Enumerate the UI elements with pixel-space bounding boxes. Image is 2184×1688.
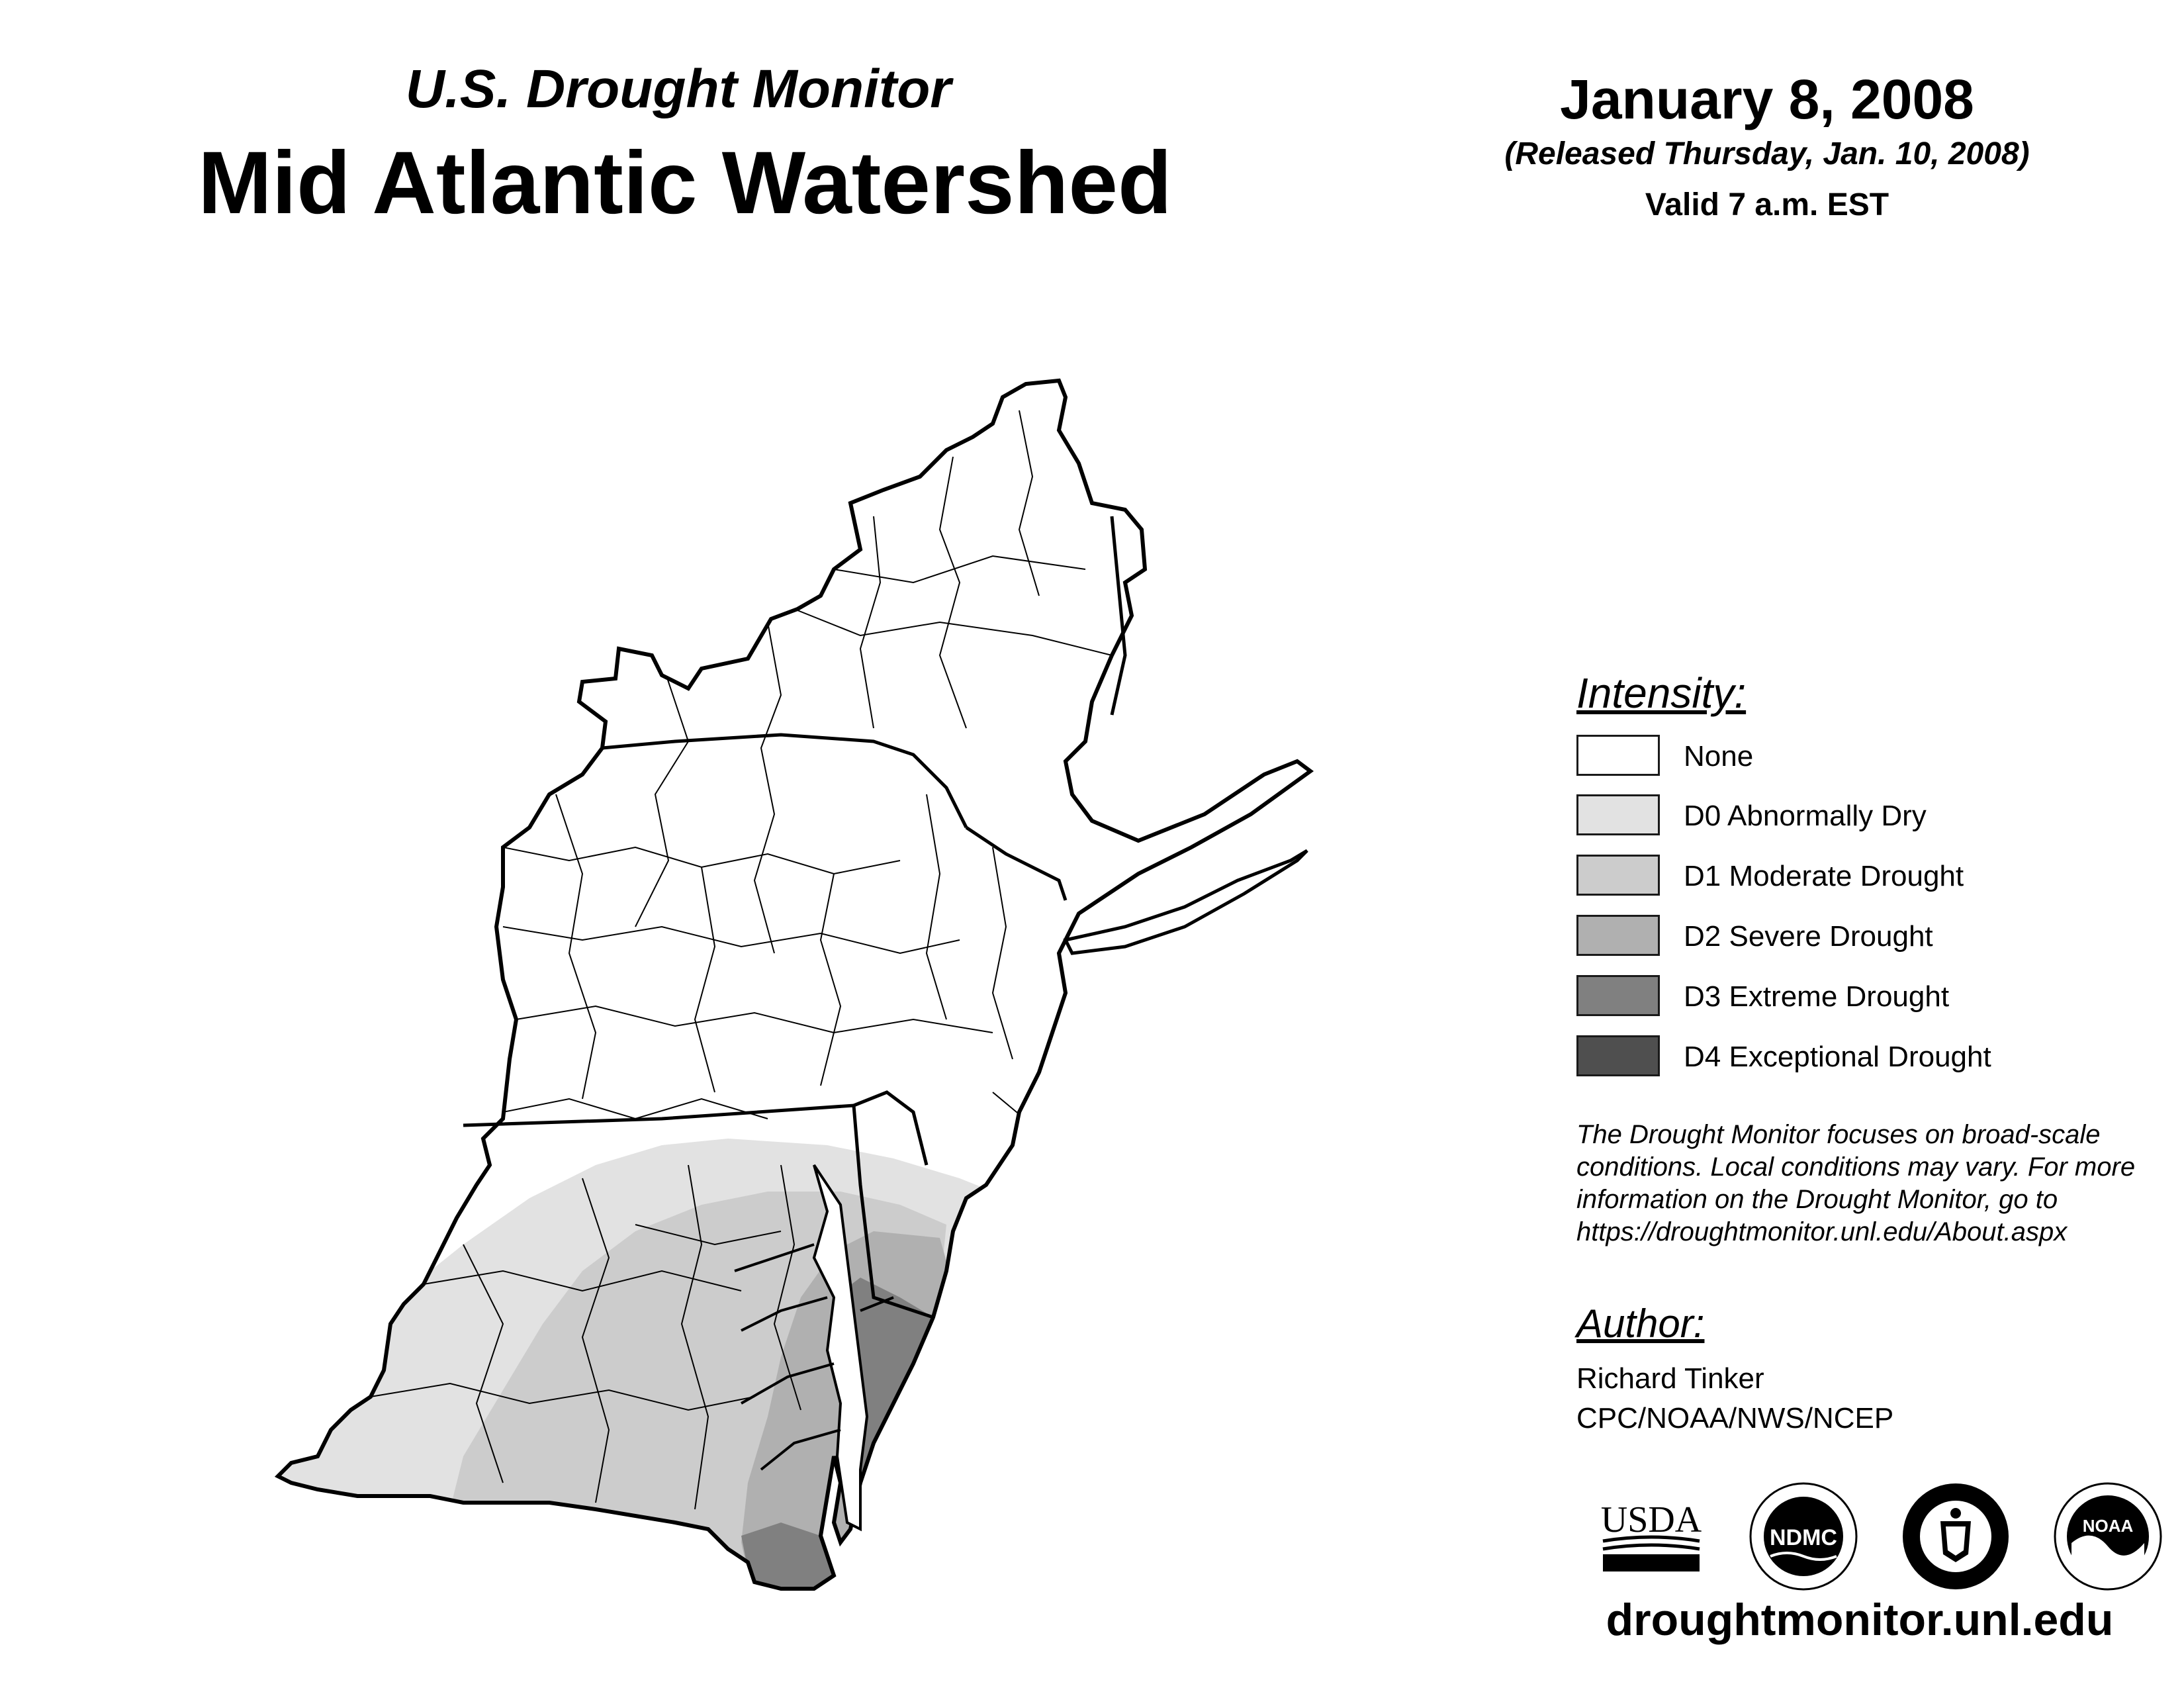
legend-swatch	[1576, 794, 1660, 835]
usda-logo-text: USDA	[1600, 1499, 1702, 1540]
legend-label: D0 Abnormally Dry	[1684, 800, 1927, 832]
map-region-title: Mid Atlantic Watershed	[198, 134, 1172, 232]
legend-label: D2 Severe Drought	[1684, 920, 1933, 953]
valid-time: Valid 7 a.m. EST	[1645, 187, 1889, 222]
legend-label: D4 Exceptional Drought	[1684, 1041, 1991, 1073]
website-link[interactable]: droughtmonitor.unl.edu	[1606, 1595, 2114, 1645]
release-date: (Released Thursday, Jan. 10, 2008)	[1504, 136, 2030, 171]
ndmc-logo	[1747, 1480, 1860, 1593]
noaa-logo-text: NOAA	[2082, 1516, 2134, 1536]
author-name: Richard Tinker	[1576, 1362, 1764, 1395]
valid-date: January 8, 2008	[1560, 68, 1974, 130]
legend-swatch	[1576, 735, 1660, 776]
author-organization: CPC/NOAA/NWS/NCEP	[1576, 1402, 1894, 1434]
legend-swatch	[1576, 975, 1660, 1016]
commerce-seal-logo	[1899, 1480, 2012, 1593]
legend-label: D1 Moderate Drought	[1684, 860, 1964, 892]
legend-swatch	[1576, 1035, 1660, 1076]
usda-logo	[1595, 1480, 1707, 1593]
author-heading: Author:	[1576, 1301, 1705, 1346]
legend-heading: Intensity:	[1576, 669, 1747, 717]
legend-label: None	[1684, 740, 1754, 773]
drought-map	[251, 371, 1337, 1615]
noaa-logo	[2052, 1480, 2164, 1593]
map-brand-title: U.S. Drought Monitor	[405, 59, 952, 119]
ndmc-logo-text: NDMC	[1770, 1525, 1837, 1550]
legend-swatch	[1576, 915, 1660, 956]
disclaimer-text: The Drought Monitor focuses on broad-scale conditions. Local conditions may vary. For more information on the Drought Monitor, go to https://droughtmonitor.unl.edu/About.aspx	[1576, 1120, 2136, 1246]
legend-swatch	[1576, 855, 1660, 896]
legend-label: D3 Extreme Drought	[1684, 980, 1950, 1013]
